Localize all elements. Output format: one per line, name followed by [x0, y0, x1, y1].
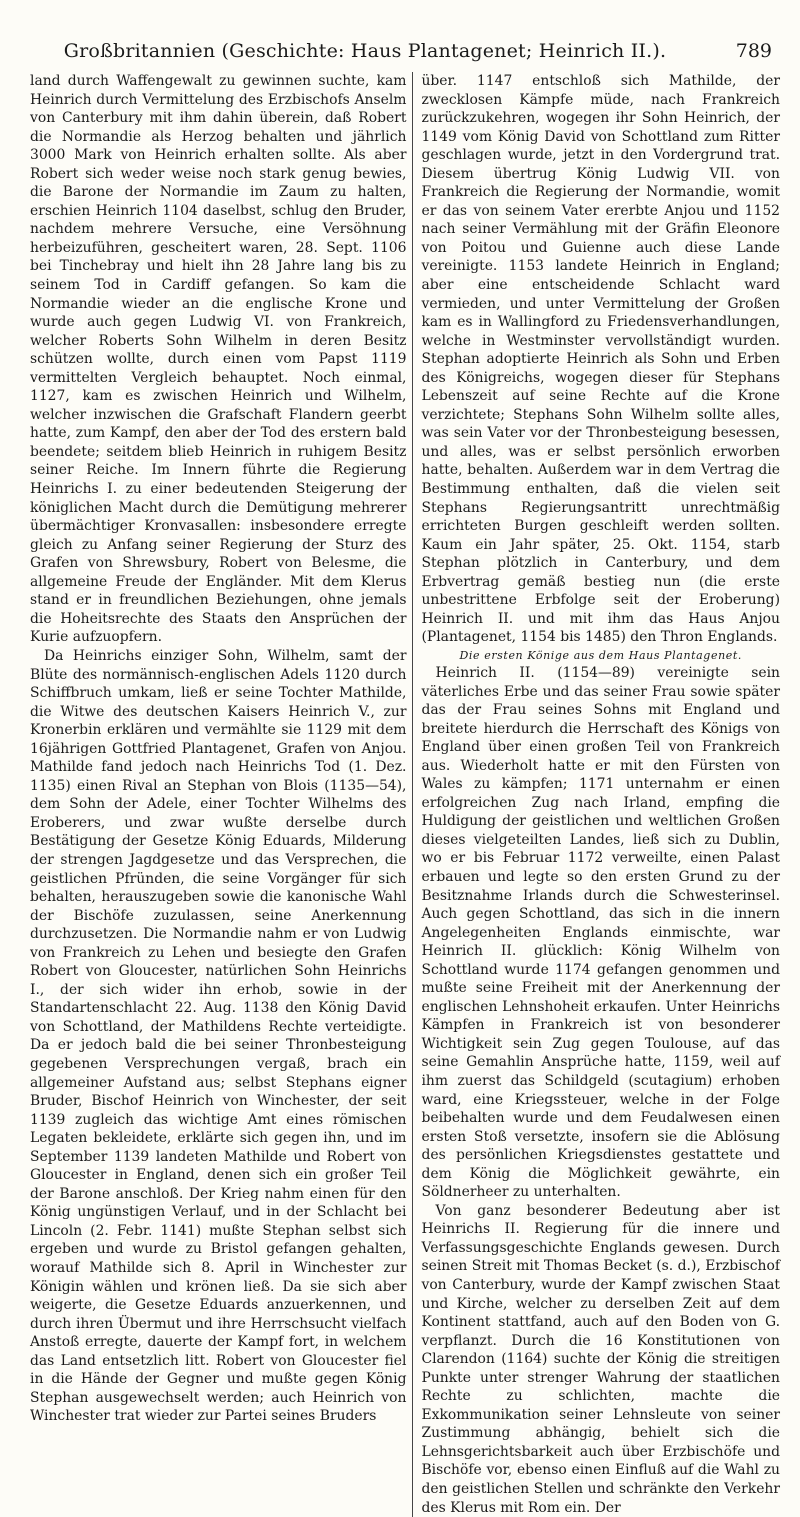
paragraph: über. 1147 entschloß sich Mathilde, der zwecklosen Kämpfe müde, nach Frankreich zurückzukehren, wogegen ihr Sohn Heinrich, der 1149 vom König David von Schottland zum Ritter geschlagen wurde, jetzt in den Vordergrund trat. Diesem übertrug König Ludwig VII. von Frankreich die Regierung der Normandie, womit er das von seinem Vater ererbte Anjou und 1152 nach seiner Vermählung mit der Gräfin Eleonore von Poitou und Guienne auch diese Lande vereinigte. 1153 landete Heinrich in England; aber eine entscheidende Schlacht ward vermieden, und unter Vermittelung der Großen kam es in Wallingford zu Friedensverhandlungen, welche in Westminster vervollständigt wurden. Stephan adoptierte Heinrich als Sohn und Erben des Königreichs, wogegen dieser für Stephans Lebenszeit auf seine Rechte auf die Krone verzichtete; Stephans Sohn Wilhelm sollte alles, was sein Vater vor der Thronbesteigung besessen, und alles, was er selbst persönlich erworben hatte, behalten. Außerdem war in dem Vertrag die Bestimmung enthalten, daß die vielen seit Stephans Regierungsantritt unrechtmäßig errichteten Burgen geschleift werden sollten. Kaum ein Jahr später, 25. Okt. 1154, starb Stephan plötzlich in Canterbury, und dem Erbvertrag gemäß bestieg nun (die erste unbestrittene Erbfolge seit der Eroberung) Heinrich II. und mit ihm das Haus Anjou (Plantagenet, 1154 bis 1485) den Thron Englands.: [421, 73, 780, 646]
left-column: [30, 72, 412, 1517]
paragraph: land durch Waffengewalt zu gewinnen suchte, kam Heinrich durch Vermittelung des Erzbischofs Anselm von Canterbury mit ihm dahin überein, daß Robert die Normandie als Herzog behalten und jährlich 3000 Mark von Heinrich erhalten sollte. Als aber Robert sich weder weise noch stark genug bewies, die Barone der Normandie im Zaum zu halten, erschien Heinrich 1104 daselbst, schlug den Bruder, nachdem mehrere Versuche, eine Versöhnung herbeizuführen, gescheitert waren, 28. Sept. 1106 bei Tinchebray und hielt ihn 28 Jahre lang bis zu seinem Tod in Cardiff gefangen. So kam die Normandie wieder an die englische Krone und wurde auch gegen Ludwig VI. von Frankreich, welcher Roberts Sohn Wilhelm in deren Besitz schützen wollte, durch einen vom Papst 1119 vermittelten Vergleich behauptet. Noch einmal, 1127, kam es zwischen Heinrich und Wilhelm, welcher inzwischen die Grafschaft Flandern geerbt hatte, zum Kampf, den aber der Tod des erstern bald beendete; seitdem blieb Heinrich in ruhigem Besitz seiner Reiche. Im Innern führte die Regierung Heinrichs I. zu einer bedeutenden Steigerung der königlichen Macht durch die Demütigung mehrerer übermächtiger Kronvasallen: insbesondere erregte gleich zu Anfang seiner Regierung der Sturz des Grafen von Shrewsbury, Robert von Belesme, die allgemeine Freude der Engländer. Mit dem Klerus stand er in freundlichen Beziehungen, ohne jemals die Hoheitsrechte des Staats den Ansprüchen der Kurie aufzuopfern.: [30, 73, 407, 646]
right-column: [412, 72, 780, 1517]
running-title: Großbritannien (Geschichte: Haus Plantagenet; Heinrich II.).: [63, 40, 667, 62]
paragraph: Heinrich II. (1154—89) vereinigte sein väterliches Erbe und das seiner Frau sowie später das der Frau seines Sohns mit England und breitete hierdurch die Herrschaft des Königs von England über einen großen Teil von Frankreich aus. Wiederholt hatte er mit den Fürsten von Wales zu kämpfen; 1171 unternahm er einen erfolgreichen Zug nach Irland, empfing die Huldigung der geistlichen und weltlichen Großen dieses vielgeteilten Landes, ließ sich zu Dublin, wo er bis Februar 1172 verweilte, einen Palast erbauen und legte so den ersten Grund zu der Besitznahme Irlands durch die Schwesterinsel. Auch gegen Schottland, das sich in die innern Angelegenheiten Englands einmischte, war Heinrich II. glücklich: König Wilhelm von Schottland wurde 1174 gefangen genommen und mußte seine Freiheit mit der Anerkennung der englischen Lehnshoheit erkaufen. Unter Heinrichs Kämpfen in Frankreich ist von besonderer Wichtigkeit sein Zug gegen Toulouse, auf das seine Gemahlin Ansprüche hatte, 1159, weil auf ihm zuerst das Schildgeld (scutagium) erhoben ward, eine Kriegssteuer, welche in der Folge beibehalten wurde und dem Feudalwesen einen ersten Stoß versetzte, insofern sie die Ablösung des persönlichen Kriegsdienstes gestattete und dem König die Möglichkeit gewährte, ein Söldnerheer zu unterhalten.: [421, 664, 780, 1201]
section-heading: Die ersten Könige aus dem Haus Plantagenet.: [459, 648, 742, 662]
paragraph: Von ganz besonderer Bedeutung aber ist Heinrichs II. Regierung für die innere und Verfassungsgeschichte Englands gewesen. Durch seinen Streit mit Thomas Becket (s. d.), Erzbischof von Canterbury, wurde der Kampf zwischen Staat und Kirche, welcher zu derselben Zeit auf dem Kontinent stattfand, auch auf den Boden von G. verpflanzt. Durch die 16 Konstitutionen von Clarendon (1164) suchte der König die streitigen Punkte unter strenger Wahrung der staatlichen Rechte zu schlichten, machte die Exkommunikation seiner Lehnsleute von seiner Zustimmung abhängig, behielt sich die Lehnsgerichtsbarkeit auch über Erzbischöfe und Bischöfe vor, ebenso einen Einfluß auf die Wahl zu den geistlichen Stellen und schränkte den Verkehr des Klerus mit Rom ein. Der: [421, 1202, 780, 1516]
paragraph: Da Heinrichs einziger Sohn, Wilhelm, samt der Blüte des normännisch-englischen Adels 1120 durch Schiffbruch umkam, ließ er seine Tochter Mathilde, die Witwe des deutschen Kaisers Heinrich V., zur Kronerbin erklären und vermählte sie 1129 mit dem 16jährigen Gottfried Plantagenet, Grafen von Anjou. Mathilde fand jedoch nach Heinrichs Tod (1. Dez. 1135) einen Rival an Stephan von Blois (1135—54), dem Sohn der Adele, einer Tochter Wilhelms des Eroberers, und zwar wußte derselbe durch Bestätigung der Gesetze König Eduards, Milderung der strengen Jagdgesetze und das Versprechen, die geistlichen Pfründen, die seine Vorgänger für sich behalten, herauszugeben sowie die kanonische Wahl der Bischöfe zuzulassen, seine Anerkennung durchzusetzen. Die Normandie nahm er von Ludwig von Frankreich zu Lehen und besiegte den Grafen Robert von Gloucester, natürlichen Sohn Heinrichs I., der sich wider ihn erhob, sowie in der Standartenschlacht 22. Aug. 1138 den König David von Schottland, der Mathildens Rechte verteidigte. Da er jedoch bald die bei seiner Thronbesteigung gegebenen Versprechungen vergaß, brach ein allgemeiner Aufstand aus; selbst Stephans eigner Bruder, Bischof Heinrich von Winchester, der seit 1139 zugleich das wichtige Amt eines römischen Legaten bekleidete, erklärte sich gegen ihn, und im September 1139 landeten Mathilde und Robert von Gloucester in England, denen sich ein großer Teil der Barone anschloß. Der Krieg nahm einen für den König ungünstigen Verlauf, und in der Schlacht bei Lincoln (2. Febr. 1141) mußte Stephan selbst sich ergeben und wurde zu Bristol gefangen gehalten, worauf Mathilde sich 8. April in Winchester zur Königin wählen und krönen ließ. Da sie sich aber weigerte, die Gesetze Eduards anzuerkennen, und durch ihren Übermut und ihre Herrschsucht vielfach Anstoß erregte, dauerte der Kampf fort, in welchem das Land entsetzlich litt. Robert von Gloucester fiel in die Hände der Gegner und mußte gegen König Stephan ausgewechselt werden; auch Heinrich von Winchester trat wieder zur Partei seines Bruders: [30, 647, 407, 1425]
page-number: 789: [735, 40, 772, 62]
page-header: [30, 40, 780, 72]
text-columns: [30, 72, 780, 1517]
